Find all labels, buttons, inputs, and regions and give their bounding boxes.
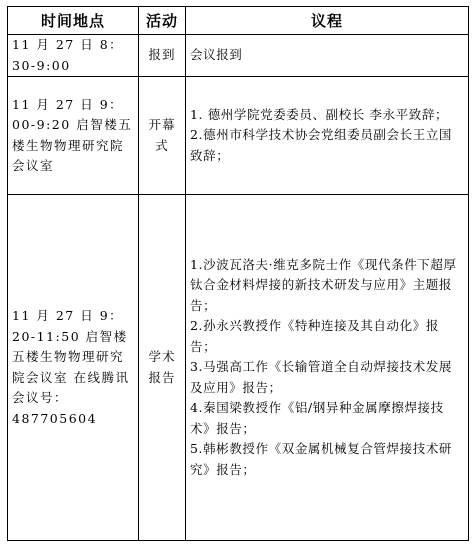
header-row [8,7,469,35]
activity-cell [139,77,186,195]
activity-text: 式 [155,137,169,153]
agenda-item: 3.马强高工作《长输管道全自动焊接技术发展及应用》报告； [190,359,453,395]
date-text: 11 月 27 日 [12,308,95,323]
agenda-item: 1. 德州学院党委委员、副校长 李永平致辞； [190,106,449,122]
activity-text: 开幕 [148,117,176,132]
agenda-item: 5.韩彬教授作《双金属机械复合管焊接技术研究》报告； [190,441,453,477]
header-time-location: 时间地点 [8,7,139,35]
location-text: 启智楼五楼生物物理研究院会议室 [12,328,128,385]
agenda-item: 1.沙波瓦洛夫·维克多院士作《现代条件下超厚钛合金材料焊接的新技术研发与应用》主题报告； [190,256,457,313]
agenda-table [7,6,469,541]
agenda-cell [186,35,469,77]
activity-cell [139,35,186,77]
time-text: 9：00-9:20 [12,96,124,132]
agenda-item: 2.德州市科学技术协会党组委员副会长王立国致辞； [190,127,453,163]
table-row [8,195,469,541]
time-location-cell [8,195,139,541]
meeting-label: 在线腾讯会议号： [12,369,130,405]
agenda-item: 会议报到 [190,47,243,63]
time-text: 9：20-11:50 [12,308,124,344]
time-location-cell [8,35,139,77]
header-activity: 活动 [139,7,186,35]
activity-text: 报到 [148,47,176,63]
table-row [8,77,469,195]
agenda-cell [186,77,469,195]
time-text: 8：30-9:00 [12,37,124,73]
agenda-cell [186,195,469,541]
meeting-id: 487705604 [12,410,98,426]
agenda-item: 4.秦国梁教授作《铝/钢异种金属摩擦焊接技术》报告； [190,400,444,436]
activity-text: 报告 [148,369,176,385]
location-text: 启智楼五楼生物物理研究院会议室 [12,117,133,173]
time-location-cell [8,77,139,195]
agenda-item: 2.孙永兴教授作《特种连接及其自动化》报告； [190,318,439,354]
header-agenda: 议程 [186,7,469,35]
date-text: 11 月 27 日 [12,37,95,52]
activity-text: 学术 [148,349,176,364]
date-text: 11 月 27 日 [12,96,95,112]
activity-cell [139,195,186,541]
table-row [8,35,469,77]
